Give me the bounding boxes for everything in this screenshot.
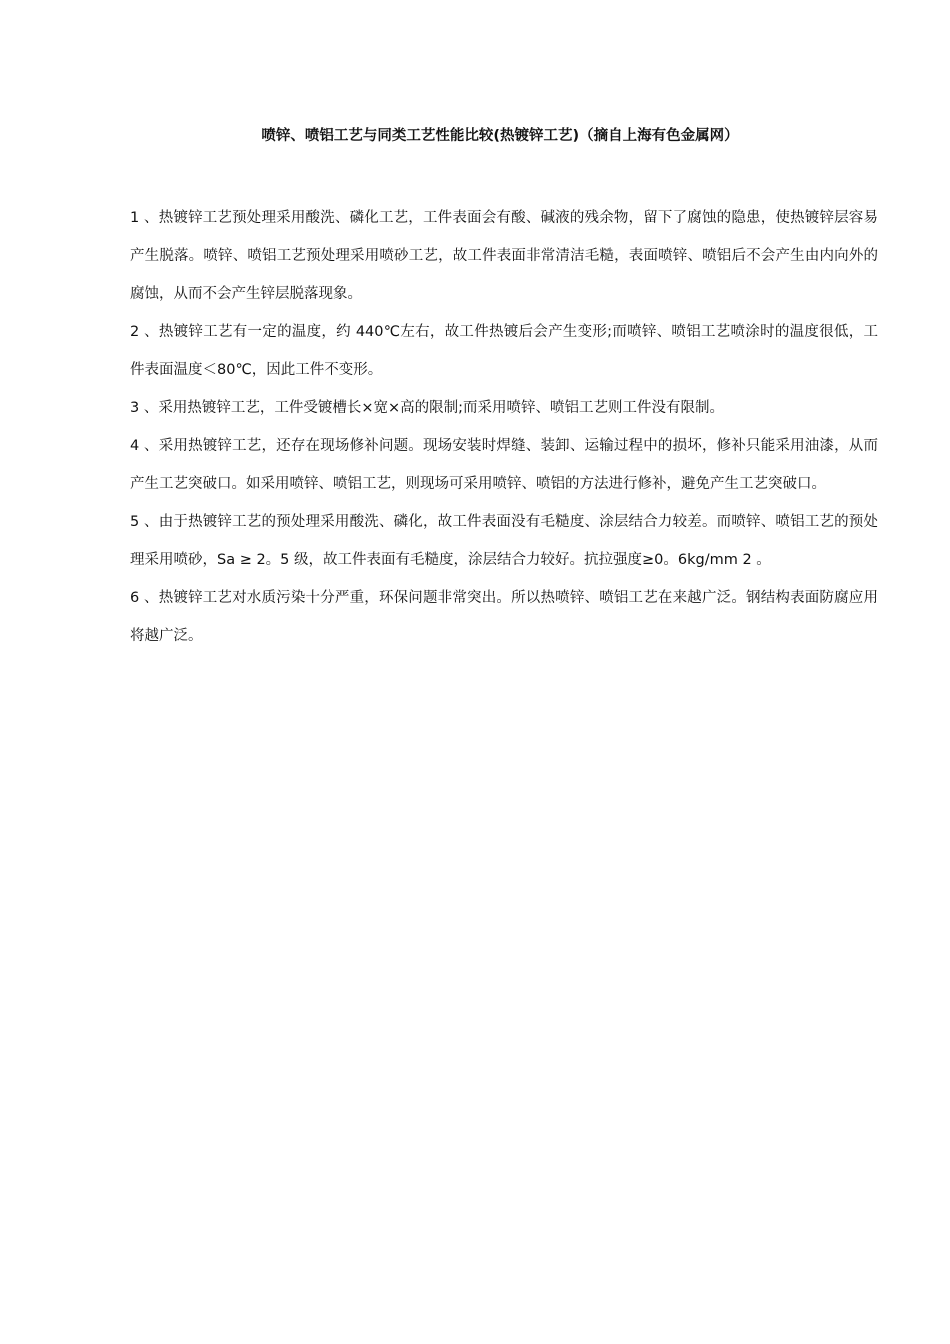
paragraph-1: 1 、热镀锌工艺预处理采用酸洗、磷化工艺，工件表面会有酸、碱液的残余物，留下了腐蚀的隐患，使热镀锌层容易产生脱落。喷锌、喷铝工艺预处理采用喷砂工艺，故工件表面非常清洁毛糙，表面喷锌、喷铝后不会产生由内向外的腐蚀，从而不会产生锌层脱落现象。 [130,210,878,302]
paragraph-2: 2 、热镀锌工艺有一定的温度，约 440℃左右，故工件热镀后会产生变形;而喷锌、喷铝工艺喷涂时的温度很低，工件表面温度＜80℃，因此工件不变形。 [130,324,878,378]
paragraph-6: 6 、热镀锌工艺对水质污染十分严重，环保问题非常突出。所以热喷锌、喷铝工艺在来越广泛。钢结构表面防腐应用将越广泛。 [130,590,878,644]
paragraph-4: 4 、采用热镀锌工艺，还存在现场修补问题。现场安装时焊缝、装卸、运输过程中的损坏，修补只能采用油漆，从而产生工艺突破口。如采用喷锌、喷铝工艺，则现场可采用喷锌、喷铝的方法进行修补，避免产生工艺突破口。 [130,438,878,492]
paragraph-3: 3 、采用热镀锌工艺，工件受镀槽长×宽×高的限制;而采用喷锌、喷铝工艺则工件没有限制。 [130,400,725,416]
document-body [130,199,878,655]
document-title: 喷锌、喷铝工艺与同类工艺性能比较(热镀锌工艺)（摘自上海有色金属网） [261,128,739,144]
paragraph-5: 5 、由于热镀锌工艺的预处理采用酸洗、磷化，故工件表面没有毛糙度、涂层结合力较差。而喷锌、喷铝工艺的预处理采用喷砂，Sa ≥ 2。5 级，故工件表面有毛糙度，涂层结合力较好。抗拉强度≥0。6kg/mm 2 。 [130,514,878,568]
